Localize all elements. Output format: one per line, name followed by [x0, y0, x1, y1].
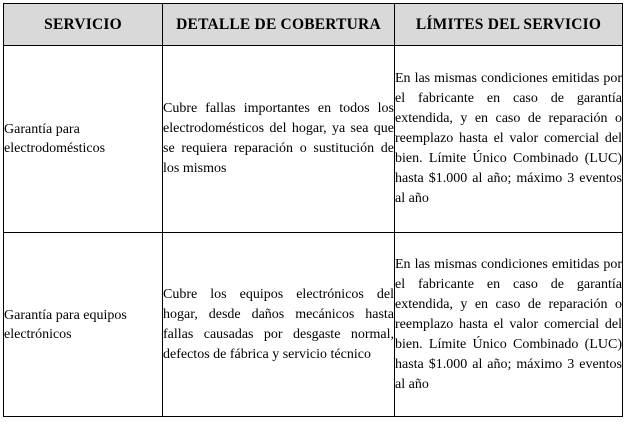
- table-row: [4, 233, 623, 417]
- limites-cell: [395, 233, 623, 417]
- header-limites-servicio: LÍMITES DEL SERVICIO: [395, 4, 623, 46]
- coverage-table: [3, 3, 623, 417]
- limites-text: En las mismas condiciones emitidas por el fabricante en caso de garantía extendida, y en caso de reparación o reemplazo hasta el valor comercial del bien. Límite Único Combinado (LUC) hasta $1.000 al año; máximo 3 eventos al año: [395, 256, 622, 392]
- header-servicio: SERVICIO: [4, 4, 163, 46]
- detalle-text: Cubre fallas importantes en todos los electrodomésticos del hogar, ya sea que se requiera reparación o sustitución de los mismos: [163, 101, 394, 176]
- servicio-text: Garantía para equipos electrónicos: [4, 307, 127, 342]
- detalle-cell: [163, 233, 395, 417]
- table-row: [4, 46, 623, 233]
- limites-text: En las mismas condiciones emitidas por el fabricante en caso de garantía extendida, y en caso de reparación o reemplazo hasta el valor comercial del bien. Límite Único Combinado (LUC) hasta $1.000 al año; máximo 3 eventos al año: [395, 71, 622, 206]
- servicio-cell: [4, 233, 163, 417]
- servicio-cell: [4, 46, 163, 233]
- servicio-text: Garantía para electrodomésticos: [4, 122, 106, 156]
- limites-cell: [395, 46, 623, 233]
- detalle-cell: [163, 46, 395, 233]
- header-detalle-cobertura: DETALLE DE COBERTURA: [163, 4, 395, 46]
- detalle-text: Cubre los equipos electrónicos del hogar, desde daños mecánicos hasta fallas causadas por desgaste normal, defectos de fábrica y servicio técnico: [163, 286, 394, 362]
- table-header: [4, 4, 623, 46]
- table-body: [4, 46, 623, 417]
- header-row: [4, 4, 623, 46]
